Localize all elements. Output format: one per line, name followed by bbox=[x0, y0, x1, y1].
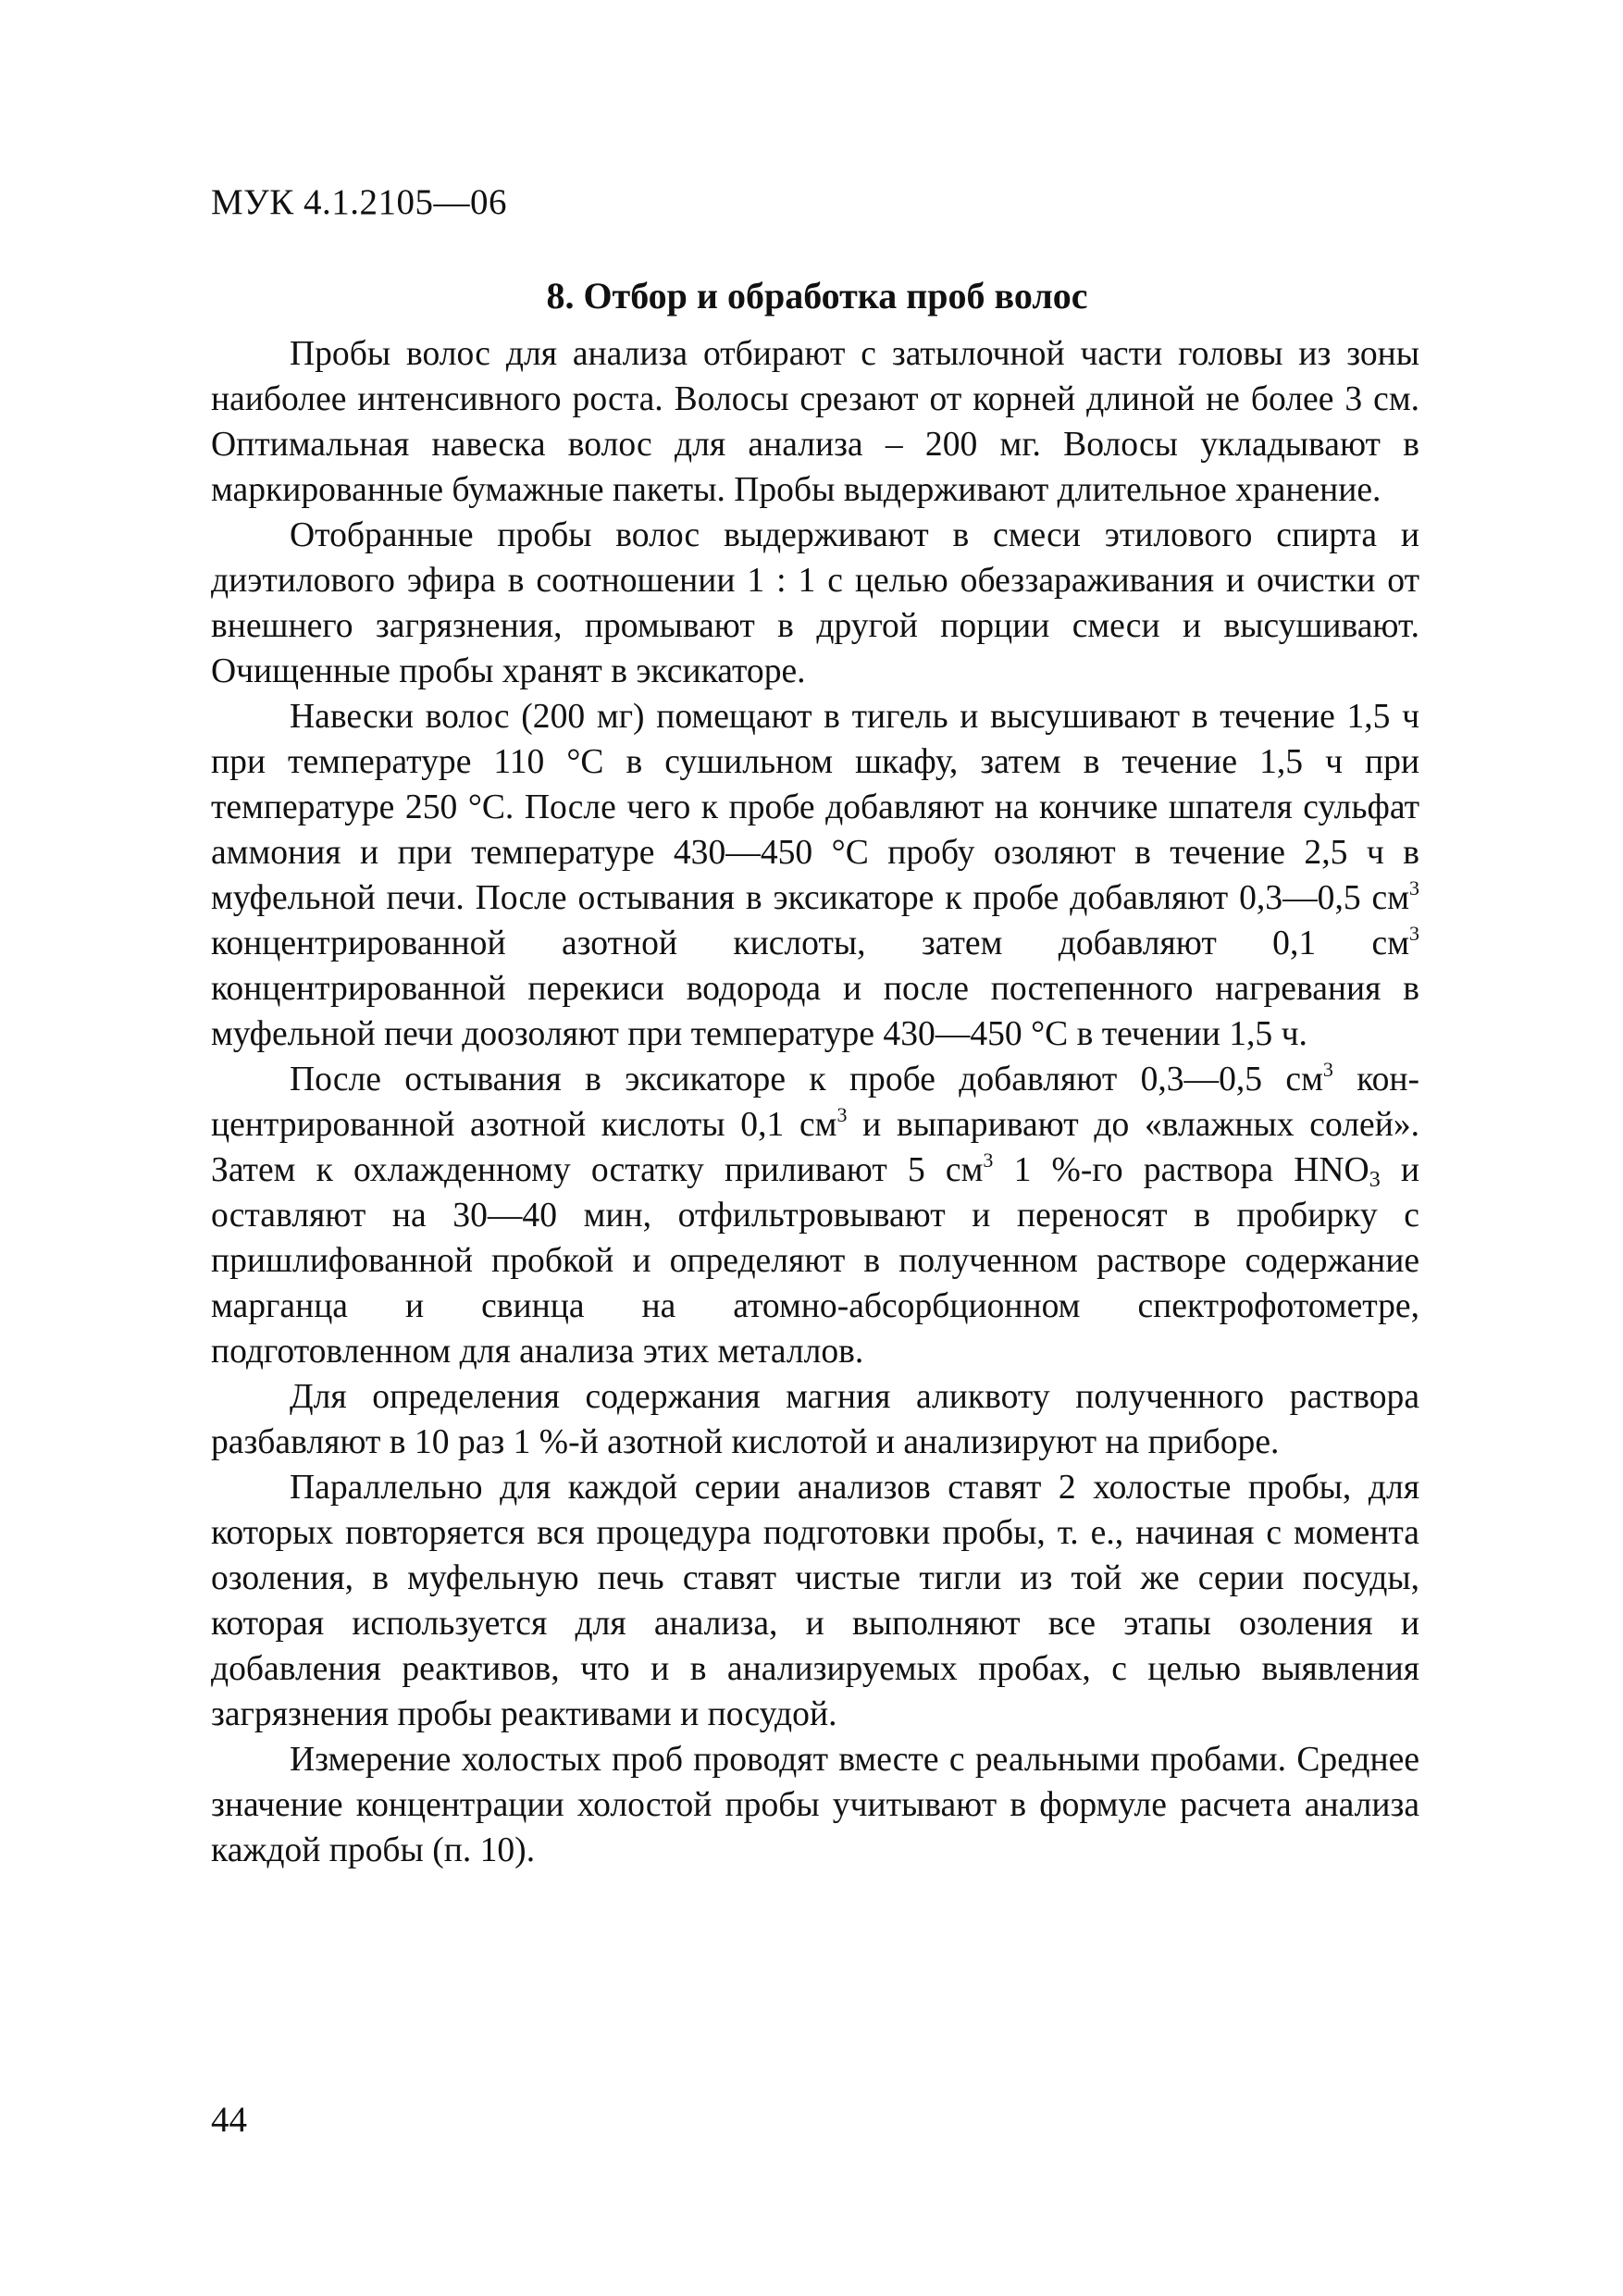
text-run: концентрированной азотной кислоты, затем добавляют 0,1 см bbox=[211, 925, 1409, 962]
superscript: 3 bbox=[1322, 1058, 1333, 1081]
section-title: 8. Отбор и обработка проб волос bbox=[546, 275, 1088, 316]
paragraph: Пробы волос для анализа отбирают с затылочной части головы из зоны наиболее интенсивного роста. Волосы срезают от корней длиной не более 3 см. Оптимальная навеска волос для анализа – 200 мг. Волосы укладывают в маркированные бумажные пакеты. Пробы выдерживают длительное хранение. bbox=[211, 335, 1419, 509]
paragraph: Для определения содержания магния аликвоту полученного раствора разбавляют в 10 раз 1 %-й азотной кислотой и анализируют на приборе. bbox=[211, 1378, 1419, 1461]
superscript: 3 bbox=[1409, 876, 1419, 900]
text-run: После остывания в эксикаторе к пробе добавляют 0,3—0,5 см bbox=[290, 1061, 1323, 1098]
superscript: 3 bbox=[836, 1103, 848, 1126]
subscript: 3 bbox=[1369, 1168, 1381, 1192]
superscript: 3 bbox=[983, 1148, 994, 1172]
paragraph: Измерение холостых проб проводят вместе с реальными пробами. Среднее значение концентрации холостой пробы учитывают в формуле расчета анализа каждой пробы (п. 10). bbox=[211, 1741, 1419, 1869]
text-run: 1 %-го раствора HNO bbox=[993, 1151, 1369, 1189]
text-run: и оставляют на 30—40 мин, отфильтровывают и переносят в пробирку с пришлифованной пробкой и определяют в полученном растворе содержание марганца и свинца на атомно-абсорбционном спектрофотометре, подготовленном для анализа этих металлов. bbox=[211, 1151, 1419, 1371]
text-run: концентрированной азотной кислоты 0,1 см bbox=[211, 1061, 1419, 1144]
document-code: МУК 4.1.2105—06 bbox=[211, 182, 508, 222]
page-number: 44 bbox=[211, 2100, 247, 2140]
text-run: и выпаривают до «влажных солей». Затем к охлажденному остатку приливают 5 см bbox=[211, 1106, 1420, 1189]
paragraph bbox=[211, 694, 1419, 1057]
paragraph: Параллельно для каждой серии анализов ставят 2 холостые пробы, для которых повторяется вся процедура подготовки пробы, т. е., начиная с момента озоления, в муфельную печь ставят чистые тигли из той же серии посуды, которая используется для анализа, и выполняют все этапы озоления и добавления реактивов, что и в анализируемых пробах, с целью выявления загрязнения пробы реактивами и посудой. bbox=[211, 1469, 1419, 1733]
superscript: 3 bbox=[1409, 922, 1419, 945]
paragraph bbox=[211, 1057, 1419, 1374]
paragraph: Отобранные пробы волос выдерживают в смеси этилового спирта и диэтилового эфира в соотношении 1 : 1 с целью обеззараживания и очистки от внешнего загрязнения, промывают в другой порции смеси и высушивают. Очищенные пробы хранят в эксикаторе. bbox=[211, 516, 1419, 690]
text-run: Навески волос (200 мг) помещают в тигель и высушивают в течение 1,5 ч при температуре 110 °С в сушильном шкафу, затем в течение 1,5 ч при температуре 250 °С. После чего к пробе добавляют на кончике шпателя сульфат аммония и при температуре 430—450 °С пробу озоляют в течение 2,5 ч в муфельной печи. После остывания в эксикаторе к пробе добавляют 0,3—0,5 см bbox=[211, 698, 1419, 917]
body-text bbox=[211, 331, 1419, 1873]
text-run: концентрированной перекиси водорода и после постепенного нагревания в муфельной печи доозоляют при температуре 430—450 °С в течении 1,5 ч. bbox=[211, 970, 1419, 1053]
